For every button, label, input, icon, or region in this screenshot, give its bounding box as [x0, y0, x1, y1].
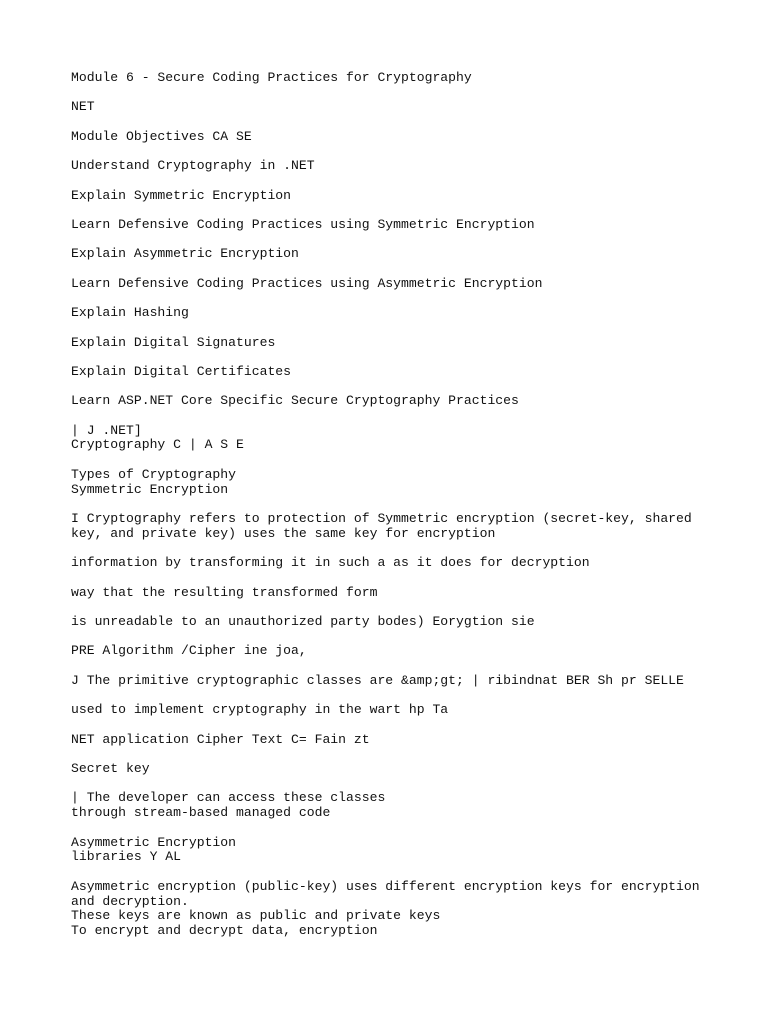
text-line: used to implement cryptography in the wart hp Ta — [71, 702, 449, 718]
text-line: information by transforming it in such a as it does for decryption — [71, 555, 590, 571]
text-line: Explain Hashing — [71, 305, 189, 321]
text-line: key, and private key) uses the same key for encryption — [71, 525, 496, 541]
text-line: and decryption. — [71, 893, 189, 909]
text-line: libraries Y AL — [71, 849, 182, 865]
text-line: Explain Digital Signatures — [71, 334, 276, 350]
text-line: Types of Cryptography — [71, 466, 237, 482]
text-line: is unreadable to an unauthorized party bodes) Eorygtion sie — [71, 614, 535, 630]
text-line: I Cryptography refers to protection of Symmetric encryption (secret-key, shared — [71, 511, 692, 527]
paragraph — [71, 424, 731, 454]
text-line: Explain Symmetric Encryption — [71, 187, 292, 203]
text-line: Asymmetric Encryption — [71, 834, 237, 850]
text-line: Understand Cryptography in .NET — [71, 158, 315, 174]
paragraph — [71, 71, 731, 86]
text-line: J The primitive cryptographic classes are &amp;gt; | ribindnat BER Sh pr SELLE — [71, 672, 684, 688]
paragraph — [71, 836, 731, 866]
document-body — [71, 71, 731, 954]
paragraph — [71, 130, 731, 145]
paragraph — [71, 615, 731, 630]
paragraph — [71, 512, 731, 542]
paragraph — [71, 277, 731, 292]
text-line: Learn Defensive Coding Practices using Symmetric Encryption — [71, 216, 535, 232]
text-line: Learn Defensive Coding Practices using Asymmetric Encryption — [71, 275, 543, 291]
paragraph — [71, 394, 731, 409]
text-line: PRE Algorithm /Cipher ine joa, — [71, 643, 307, 659]
text-line: Secret key — [71, 760, 150, 776]
text-line: Learn ASP.NET Core Specific Secure Cryptography Practices — [71, 393, 519, 409]
text-line: | The developer can access these classes — [71, 790, 386, 806]
paragraph — [71, 880, 731, 939]
text-line: NET application Cipher Text C= Fain zt — [71, 731, 370, 747]
paragraph — [71, 674, 731, 689]
paragraph — [71, 556, 731, 571]
paragraph — [71, 644, 731, 659]
paragraph — [71, 762, 731, 777]
paragraph — [71, 306, 731, 321]
paragraph — [71, 247, 731, 262]
text-line: way that the resulting transformed form — [71, 584, 378, 600]
text-line: | J .NET] — [71, 422, 142, 438]
paragraph — [71, 703, 731, 718]
paragraph — [71, 159, 731, 174]
paragraph — [71, 336, 731, 351]
paragraph — [71, 791, 731, 821]
text-line: Module 6 - Secure Coding Practices for Cryptography — [71, 70, 472, 85]
paragraph — [71, 189, 731, 204]
text-line: These keys are known as public and private keys — [71, 908, 441, 924]
text-line: NET — [71, 99, 95, 115]
paragraph — [71, 468, 731, 498]
paragraph — [71, 586, 731, 601]
text-line: Explain Asymmetric Encryption — [71, 246, 299, 262]
paragraph — [71, 365, 731, 380]
paragraph — [71, 218, 731, 233]
text-line: through stream-based managed code — [71, 805, 331, 821]
text-line: Asymmetric encryption (public-key) uses different encryption keys for encryption — [71, 878, 700, 894]
text-line: Cryptography C | A S E — [71, 437, 244, 453]
paragraph — [71, 100, 731, 115]
paragraph — [71, 733, 731, 748]
text-line: Explain Digital Certificates — [71, 363, 292, 379]
text-line: Module Objectives CA SE — [71, 128, 252, 144]
text-line: Symmetric Encryption — [71, 481, 229, 497]
text-line: To encrypt and decrypt data, encryption — [71, 923, 378, 939]
